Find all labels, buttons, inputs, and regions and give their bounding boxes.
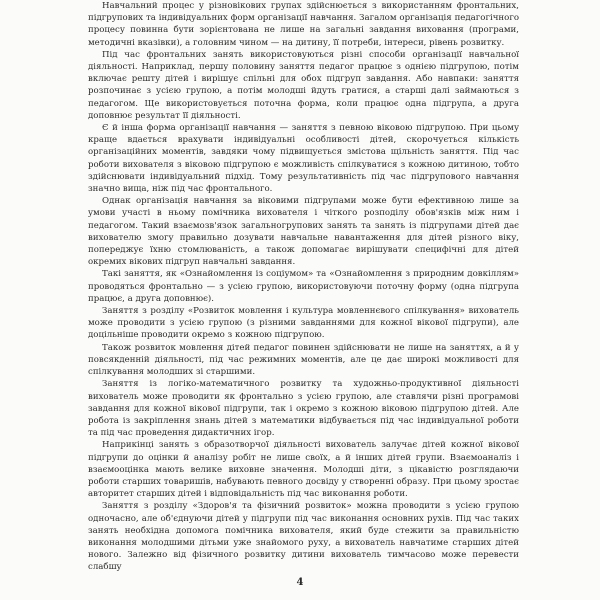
page-number: 4: [296, 577, 304, 588]
paragraph: Є й інша форма організації навчання — заняття з певною віковою підгрупою. При цьому краще вдається врахувати індивідуальні особливості дітей, скорочується кількість організаційних моментів, завдяки чому підвищується змістова щільність заняття. Під час роботи вихователя з віковою підгрупою є можливість спілкуватися з кожною дитиною, тобто здійснювати індивідуальний підхід. Тому результативність під час підгрупового навчання значно вища, ніж під час фронтального.: [88, 123, 519, 195]
paragraph: Наприкінці занять з образотворчої діяльності вихователь залучає дітей кожної вікової підгрупи до оцінки й аналізу робіт не лише своїх, а й інших дітей групи. Взаємоаналіз і взаємооцінка мають велике виховне значення. Молодші діти, з цікавістю розглядаючи роботи старших товаришів, набувають певного досвіду у створенні образу. При цьому зростає авторитет старших дітей і відповідальність під час виконання роботи.: [88, 440, 519, 500]
paragraph: Під час фронтальних занять використовуються різні способи організації навчальної діяльності. Наприклад, першу половину заняття педагог працює з однією підгрупою, потім включає решту дітей і вирішує спільні для обох підгруп завдання. Або навпаки: заняття розпочинає з усією групою, а потім молодші йдуть гратися, а старші далі займаються з педагогом. Ще використовується поточна форма, коли працює одна підгрупа, а друга доповнює результат її діяльності.: [88, 49, 519, 121]
paragraph: Однак організація навчання за віковими підгрупами може бути ефективною лише за умови участі в ньому помічника вихователя і чіткого розподілу обов'язків між ним і педагогом. Такий взаємозв'язок загальногрупових занять та занять із підгрупами дітей дає вихователю змогу правильно дозувати навчальне навантаження для дітей різного віку, попереджує їхню стомлюваність, а також допомагає вирішувати специфічні для дітей окремих вікових підгруп навчальні завдання.: [88, 196, 519, 268]
body-text: [88, 0, 519, 574]
paragraph: Заняття з розділу «Здоров'я та фізичний розвиток» можна проводити з усією групою одночасно, але об'єднуючи дітей у підгрупи під час виконання основних рухів. Під час таких занять необхідна допомога помічника вихователя, який буде стежити за правильністю виконання молодшими дітьми уже знайомого руху, а вихователь навчатиме старших дітей нового. Залежно від фізичного розвитку дитини вихователь тимчасово може перевести слабшу: [88, 501, 519, 573]
paragraph: Заняття з розділу «Розвиток мовлення і культура мовленнєвого спілкування» вихователь може проводити з усією групою (з різними завданнями для кожної вікової підгрупи), але доцільніше проводити окремо з кожною підгрупою.: [88, 306, 519, 341]
paragraph: Такі заняття, як «Ознайомлення із соціумом» та «Ознайомлення з природним довкіллям» проводяться фронтально — з усією групою, використовуючи поточну форму (одна підгрупа працює, а друга доповнює).: [88, 269, 519, 304]
paragraph: Заняття із логіко-математичного розвитку та художньо-продуктивної діяльності вихователь може проводити як фронтально з усією групою, але ставлячи різні програмові завдання для кожної вікової підгрупи, так і окремо з кожною віковою підгрупою дітей. Але робота із закріплення знань дітей з математики відбувається під час індивідуальної роботи та під час проведення дидактичних ігор.: [88, 379, 519, 439]
paragraph: Навчальний процес у різновікових групах здійснюється з використанням фронтальних, підгрупових та індивідуальних форм організації навчання. Загалом організація педагогічного процесу повинна бути зорієнтована не лише на загальні завдання виховання (програми, методичні вказівки), а головним чином — на дитину, її потреби, інтереси, рівень розвитку.: [88, 1, 519, 48]
paragraph: Також розвиток мовлення дітей педагог повинен здійснювати не лише на заняттях, а й у повсякденній діяльності, під час режимних моментів, але це дає широкі можливості для спілкування молодших зі старшими.: [88, 342, 519, 378]
